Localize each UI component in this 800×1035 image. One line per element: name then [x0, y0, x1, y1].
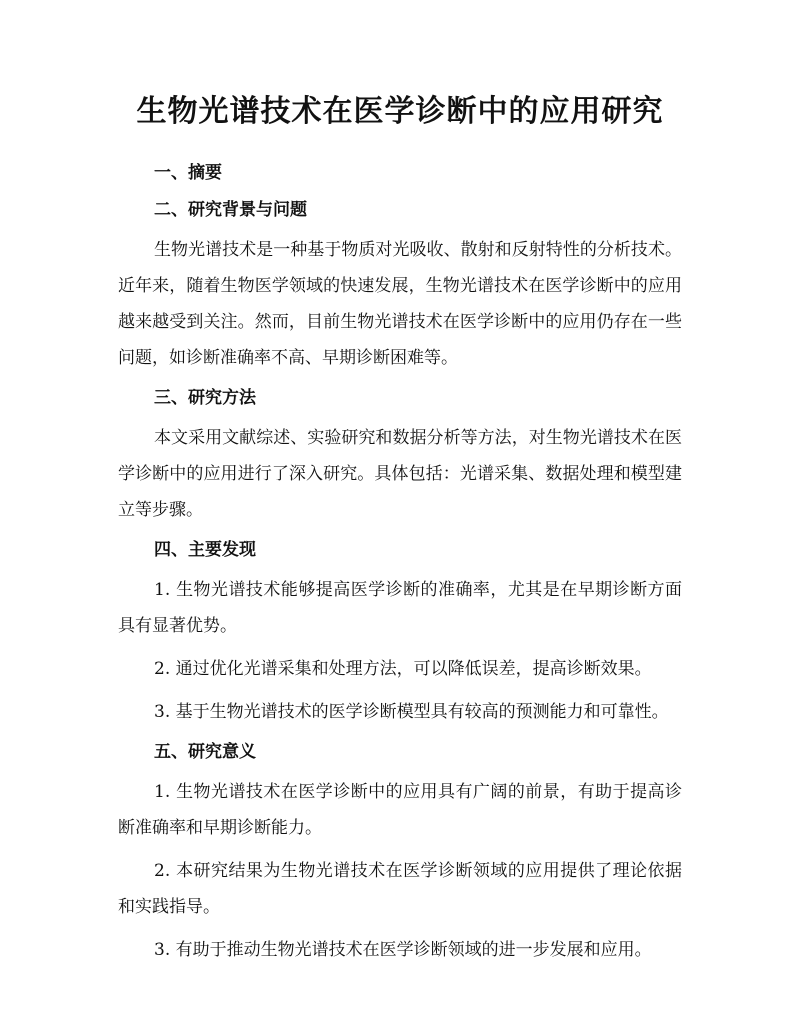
paragraph: 1. 生物光谱技术能够提高医学诊断的准确率，尤其是在早期诊断方面具有显著优势。: [118, 580, 682, 636]
paragraph: 1. 生物光谱技术在医学诊断中的应用具有广阔的前景，有助于提高诊断准确率和早期诊断能力。: [118, 782, 682, 838]
paragraph: 3. 基于生物光谱技术的医学诊断模型具有较高的预测能力和可靠性。: [154, 702, 669, 722]
section-heading: 三、研究方法: [154, 388, 256, 408]
paragraph: 3. 有助于推动生物光谱技术在医学诊断领域的进一步发展和应用。: [154, 940, 652, 960]
section-background: [118, 195, 682, 376]
section-heading: 二、研究背景与问题: [154, 200, 307, 220]
paragraph: 2. 本研究结果为生物光谱技术在医学诊断领域的应用提供了理论依据和实践指导。: [118, 861, 682, 917]
paragraph: 2. 通过优化光谱采集和处理方法，可以降低误差，提高诊断效果。: [154, 659, 652, 679]
section-heading: 一、摘要: [154, 163, 222, 183]
paragraph: 本文采用文献综述、实验研究和数据分析等方法，对生物光谱技术在医学诊断中的应用进行了深入研究。具体包括：光谱采集、数据处理和模型建立等步骤。: [118, 428, 682, 520]
section-significance: [118, 737, 682, 968]
section-abstract: [118, 158, 682, 188]
section-methods: [118, 383, 682, 528]
section-heading: 五、研究意义: [154, 742, 256, 762]
paragraph: 生物光谱技术是一种基于物质对光吸收、散射和反射特性的分析技术。近年来，随着生物医学领域的快速发展，生物光谱技术在医学诊断中的应用越来越受到关注。然而，目前生物光谱技术在医学诊断中的应用仍存在一些问题，如诊断准确率不高、早期诊断困难等。: [118, 240, 682, 368]
section-findings: [118, 535, 682, 730]
document-title: 生物光谱技术在医学诊断中的应用研究: [136, 94, 664, 129]
section-heading: 四、主要发现: [154, 540, 256, 560]
